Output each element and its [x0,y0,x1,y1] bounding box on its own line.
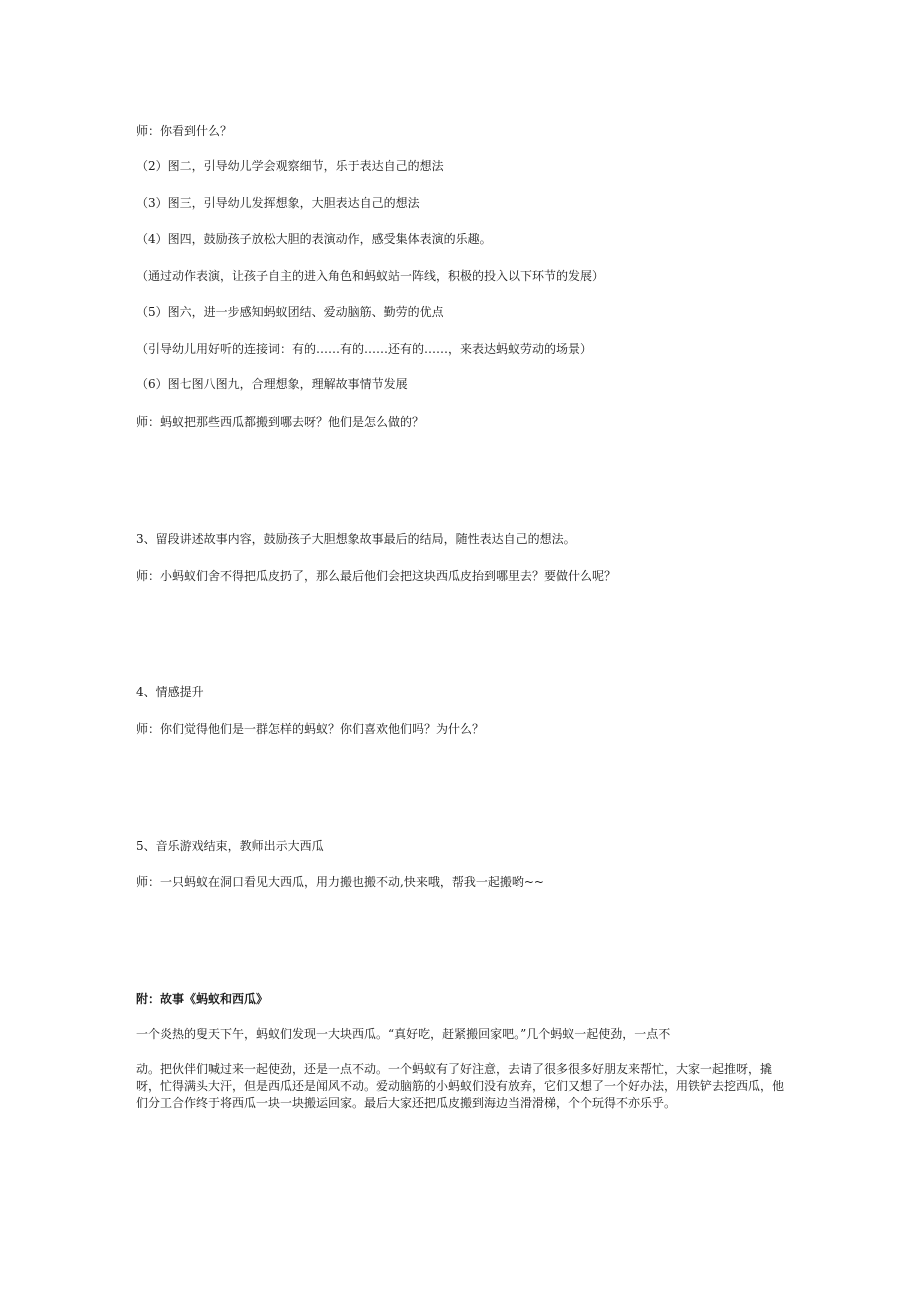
story-first-line: 一个炎热的叟天下午，蚂蚁们发现一大块西瓜。“真好吃，赶紧搬回家吧。”几个蚂蚁一起使劲，一点不 [136,1027,671,1041]
note-1: （通过动作表演，让孩子自主的进入角色和蚂蚁站一阵线，积极的投入以下环节的发展） [136,269,605,283]
step-2-item: （2）图二，引导幼儿学会观察细节，乐于表达自己的想法 [136,159,444,173]
section-5-heading: 5、音乐游戏结束，教师出示大西瓜 [136,839,324,853]
section-4-heading: 4、情感提升 [136,685,204,699]
step-4-item: （4）图四，鼓励孩子放松大胆的表演动作，感受集体表演的乐趣。 [136,232,492,246]
step-6-item: （6）图七图八图九，合理想象，理解故事情节发展 [136,377,408,391]
step-3-item: （3）图三，引导幼儿发挥想象，大胆表达自己的想法 [136,196,420,210]
section-3-heading: 3、留段讲述故事内容，鼓励孩子大胆想象故事最后的结局，随性表达自己的想法。 [136,532,576,546]
story-paragraph [136,1061,784,1112]
teacher-question-3: 师：小蚂蚁们舍不得把瓜皮扔了，那么最后他们会把这块西瓜皮抬到哪里去？要做什么呢？ [136,569,617,583]
story-title: 附：故事《蚂蚁和西瓜》 [136,992,269,1006]
teacher-question-4: 师：你们觉得他们是一群怎样的蚂蚁？你们喜欢他们吗？为什么？ [136,722,485,736]
story-paragraph-text: 动。把伙伴们喊过来一起使劲，还是一点不动。一个蚂蚁有了好注意，去请了很多很多好朋友来帮忙，大家一起推呀，撬呀，忙得满头大汗，但是西瓜还是闻风不动。爱动脑筋的小蚂蚁们没有放弃，它们又想了一个好办法，用铁铲去挖西瓜，他们分工合作终于将西瓜一块一块搬运回家。最后大家还把瓜皮搬到海边当滑滑梯，个个玩得不亦乐乎。 [136,1062,785,1110]
teacher-line-5: 师：一只蚂蚁在洞口看见大西瓜，用力搬也搬不动,快来哦，帮我一起搬哟~~ [136,875,544,889]
teacher-question-2: 师：蚂蚁把那些西瓜都搬到哪去呀？他们是怎么做的？ [136,415,425,429]
teacher-question-1: 师：你看到什么？ [136,124,233,138]
step-5-item: （5）图六，进一步感知蚂蚁团结、爱动脑筋、勤劳的优点 [136,305,444,319]
note-2: （引导幼儿用好听的连接词：有的……有的……还有的……，来表达蚂蚁劳动的场景） [136,342,593,356]
